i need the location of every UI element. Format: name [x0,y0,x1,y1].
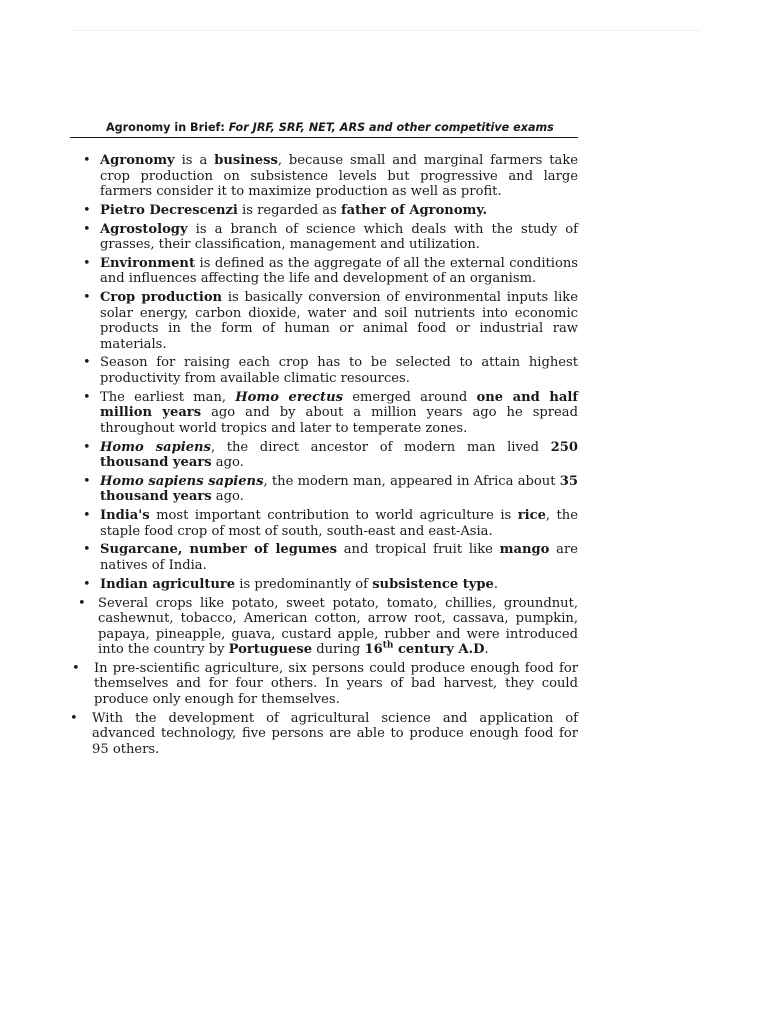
list-item: • Crop production is basically conversion of environmental inputs like solar energy, carbon dioxide, water and soil nutrients into economic products in the form of human or animal food or industrial raw materials. [83,290,578,352]
list-item: • Indian agriculture is predominantly of subsistence type. [83,576,499,592]
list-item: • India's most important contribution to world agriculture is rice, the staple food crop of most of south, south-east and east-Asia. [83,508,578,539]
bullet-icon: • [83,355,91,371]
list-item: • Homo sapiens sapiens, the modern man, appeared in Africa about 35 thousand years ago. [83,473,578,505]
bullet-icon: • [83,439,91,455]
bullet-icon: • [70,710,78,726]
header-title: Agronomy in Brief: [106,121,225,134]
bullet-icon: • [83,255,91,271]
bullet-icon: • [83,542,91,558]
list-item: • Several crops like potato, sweet potato, tomato, chillies, groundnut, cashewnut, tobacco, American cotton, arrow root, cassava, pumpkin, papaya, pineapple, guava, custard apple, rubber and were introduced into the country by Portuguese during 16th century A.D. [78,595,578,658]
list-item: • Agrostology is a branch of science which deals with the study of grasses, their classification, management and utilization. [83,221,578,253]
list-item: • Sugarcane, number of legumes and tropical fruit like mango are natives of India. [83,542,578,573]
page-header [70,120,578,138]
header-subtitle: For JRF, SRF, NET, ARS and other competitive exams [228,121,554,134]
bullet-icon: • [83,153,91,168]
bullet-list [70,153,578,760]
bullet-icon: • [83,202,91,218]
bullet-icon: • [83,508,91,524]
faint-top-rule [70,30,700,31]
list-item: • In pre-scientific agriculture, six persons could produce enough food for themselves and for four others. In years of bad harvest, they could produce only enough for themselves. [72,660,578,707]
list-item: • Homo sapiens, the direct ancestor of modern man lived 250 thousand years ago. [83,439,578,471]
bullet-icon: • [78,595,86,611]
bullet-icon: • [83,576,91,592]
bullet-icon: • [83,221,91,237]
bullet-icon: • [83,389,91,405]
list-item: • Season for raising each crop has to be selected to attain highest productivity from available climatic resources. [83,355,578,386]
bullet-icon: • [83,290,91,306]
list-item: • Agronomy is a business, because small and marginal farmers take crop production on subsistence levels but progressive and large farmers consider it to maximize production as well as profit. [83,153,579,199]
bullet-icon: • [72,660,80,676]
list-item: • With the development of agricultural science and application of advanced technology, five persons are able to produce enough food for 95 others. [70,710,578,757]
list-item: • Environment is defined as the aggregate of all the external conditions and influences affecting the life and development of an organism. [83,255,578,287]
bullet-icon: • [83,473,91,489]
list-item: • The earliest man, Homo erectus emerged around one and half million years ago and by about a million years ago he spread throughout world tropics and later to temperate zones. [83,389,578,436]
list-item: • Pietro Decrescenzi is regarded as father of Agronomy. [83,202,488,218]
